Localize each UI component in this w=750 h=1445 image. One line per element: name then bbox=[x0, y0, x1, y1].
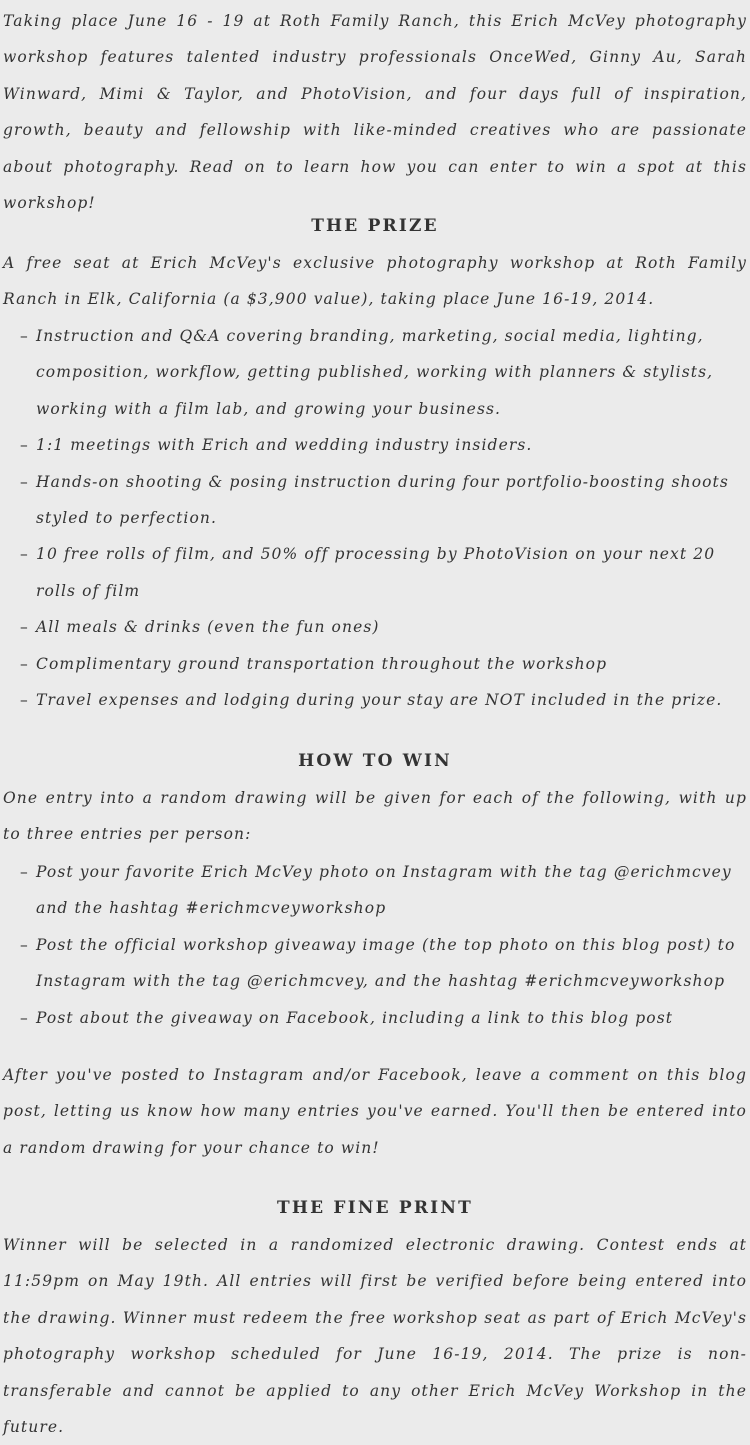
bullet-dash: – bbox=[20, 863, 29, 881]
fine-print-heading: THE FINE PRINT bbox=[277, 1198, 473, 1218]
list-item: – Complimentary ground transportation throughout the workshop bbox=[0, 646, 750, 682]
bullet-dash: – bbox=[20, 327, 29, 345]
intro-paragraph: Taking place June 16 - 19 at Roth Family Ranch, this Erich McVey photography workshop features talented industry professionals OnceWed, Ginny Au, Sarah Winward, Mimi & Taylor, and PhotoVision, and four days full of inspiration, growth, beauty and fellowship with like-minded creatives who are passionate about photography. Read on to learn how you can enter to win a spot at this workshop! bbox=[3, 12, 747, 213]
bullet-dash: – bbox=[20, 472, 29, 491]
how-to-win-list bbox=[0, 854, 750, 1036]
prize-heading: THE PRIZE bbox=[311, 216, 439, 236]
fine-print-paragraph: Winner will be selected in a randomized electronic drawing. Contest ends at 11:59pm on May 19th. All entries will first be verified before being entered into the drawing. Winner must redeem the free workshop seat as part of Erich McVey's photography workshop scheduled for June 16-19, 2014. The prize is non-transferable and cannot be applied to any other Erich McVey Workshop in the future. bbox=[3, 1236, 747, 1437]
list-item: – Post the official workshop giveaway image (the top photo on this blog post) to Instagram with the tag @erichmcvey, and the hashtag #erichmcveyworkshop bbox=[0, 927, 750, 1000]
prize-description: A free seat at Erich McVey's exclusive photography workshop at Roth Family Ranch in Elk, California (a $3,900 value), taking place June 16-19, 2014. bbox=[3, 254, 747, 309]
bullet-dash: – bbox=[20, 618, 29, 637]
list-item: – 10 free rolls of film, and 50% off processing by PhotoVision on your next 20 rolls of film bbox=[0, 536, 750, 609]
list-item: – Travel expenses and lodging during your stay are NOT included in the prize. bbox=[0, 682, 750, 718]
list-item: – 1:1 meetings with Erich and wedding industry insiders. bbox=[0, 427, 750, 463]
bullet-dash: – bbox=[20, 654, 29, 673]
prize-list bbox=[0, 318, 750, 718]
list-item: – All meals & drinks (even the fun ones) bbox=[0, 609, 750, 645]
after-posting-paragraph: After you've posted to Instagram and/or Facebook, leave a comment on this blog post, letting us know how many entries you've earned. You'll then be entered into a random drawing for your chance to win! bbox=[3, 1066, 747, 1157]
bullet-dash: – bbox=[20, 691, 29, 710]
how-to-win-description: One entry into a random drawing will be given for each of the following, with up to three entries per person: bbox=[3, 789, 747, 844]
bullet-dash: – bbox=[20, 935, 29, 954]
list-item: – Post about the giveaway on Facebook, including a link to this blog post bbox=[0, 1000, 750, 1036]
bullet-dash: – bbox=[20, 545, 29, 564]
list-item: – Hands-on shooting & posing instruction during four portfolio-boosting shoots styled to perfection. bbox=[0, 464, 750, 537]
list-item: – Post your favorite Erich McVey photo on Instagram with the tag @erichmcvey and the hashtag #erichmcveyworkshop bbox=[0, 854, 750, 927]
list-item: – Instruction and Q&A covering branding, marketing, social media, lighting, composition, workflow, getting published, working with planners & stylists, working with a film lab, and growing your business. bbox=[0, 318, 750, 427]
how-to-win-heading: HOW TO WIN bbox=[298, 751, 452, 771]
bullet-dash: – bbox=[20, 436, 29, 455]
bullet-dash: – bbox=[20, 1008, 29, 1027]
